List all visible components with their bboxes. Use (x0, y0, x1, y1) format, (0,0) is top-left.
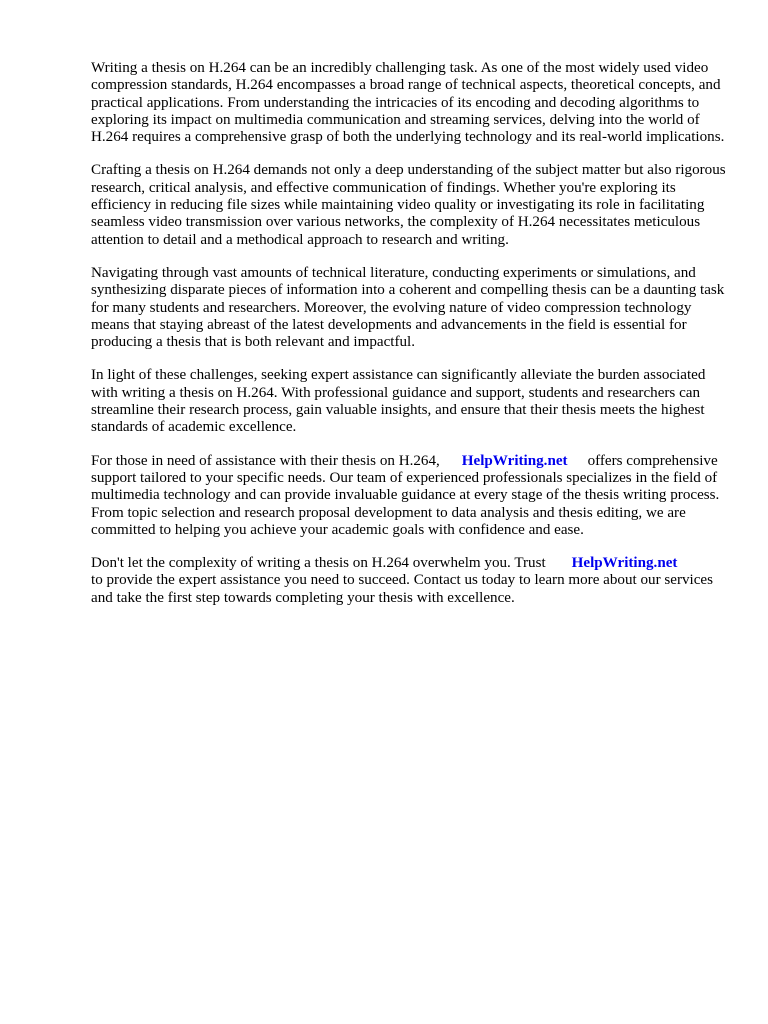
helpwriting-link[interactable]: HelpWriting.net (461, 452, 568, 469)
paragraph-assistance (91, 453, 731, 539)
paragraph-navigating: Navigating through vast amounts of technical literature, conducting experiments or simulations, and synthesizing disparate pieces of information into a coherent and compelling thesis can be a daunting task for many students and researchers. Moreover, the evolving nature of video compression technology means that staying abreast of the latest developments and advancements in the field is essential for producing a thesis that is both relevant and impactful. (91, 264, 725, 351)
assistance-text-before: For those in need of assistance with their thesis on H.264, (91, 452, 440, 469)
paragraph-closing (91, 555, 731, 607)
paragraph-intro: Writing a thesis on H.264 can be an incredibly challenging task. As one of the most widely used video compression standards, H.264 encompasses a broad range of technical aspects, theoretical concepts, and practical applications. From understanding the intricacies of its encoding and decoding algorithms to exploring its impact on multimedia communication and streaming services, delving into the world of H.264 requires a comprehensive grasp of both the underlying technology and its real-world implications. (91, 60, 725, 146)
helpwriting-link-closing[interactable]: HelpWriting.net (571, 555, 678, 572)
document-body (91, 60, 731, 623)
assistance-text-after: offers comprehensive support tailored to your specific needs. Our team of experienced professionals specializes in the field of multimedia technology and can provide invaluable guidance at every stage of the thesis writing process. From topic selection and research proposal development to data analysis and thesis editing, we are committed to helping you achieve your academic goals with confidence and ease. (91, 452, 720, 538)
closing-text-after: to provide the expert assistance you need to succeed. Contact us today to learn more about our services and take the first step towards completing your thesis with excellence. (91, 572, 713, 606)
paragraph-challenges: In light of these challenges, seeking expert assistance can significantly alleviate the burden associated with writing a thesis on H.264. With professional guidance and support, students and researchers can streamline their research process, gain valuable insights, and ensure that their thesis meets the highest standards of academic excellence. (91, 367, 706, 436)
closing-text-before: Don't let the complexity of writing a thesis on H.264 overwhelm you. Trust (91, 555, 546, 572)
paragraph-crafting: Crafting a thesis on H.264 demands not only a deep understanding of the subject matter but also rigorous research, critical analysis, and effective communication of findings. Whether you're exploring its efficiency in reducing file sizes while maintaining video quality or investigating its role in facilitating seamless video transmission over various networks, the complexity of H.264 necessitates meticulous attention to detail and a methodical approach to research and writing. (91, 162, 726, 248)
